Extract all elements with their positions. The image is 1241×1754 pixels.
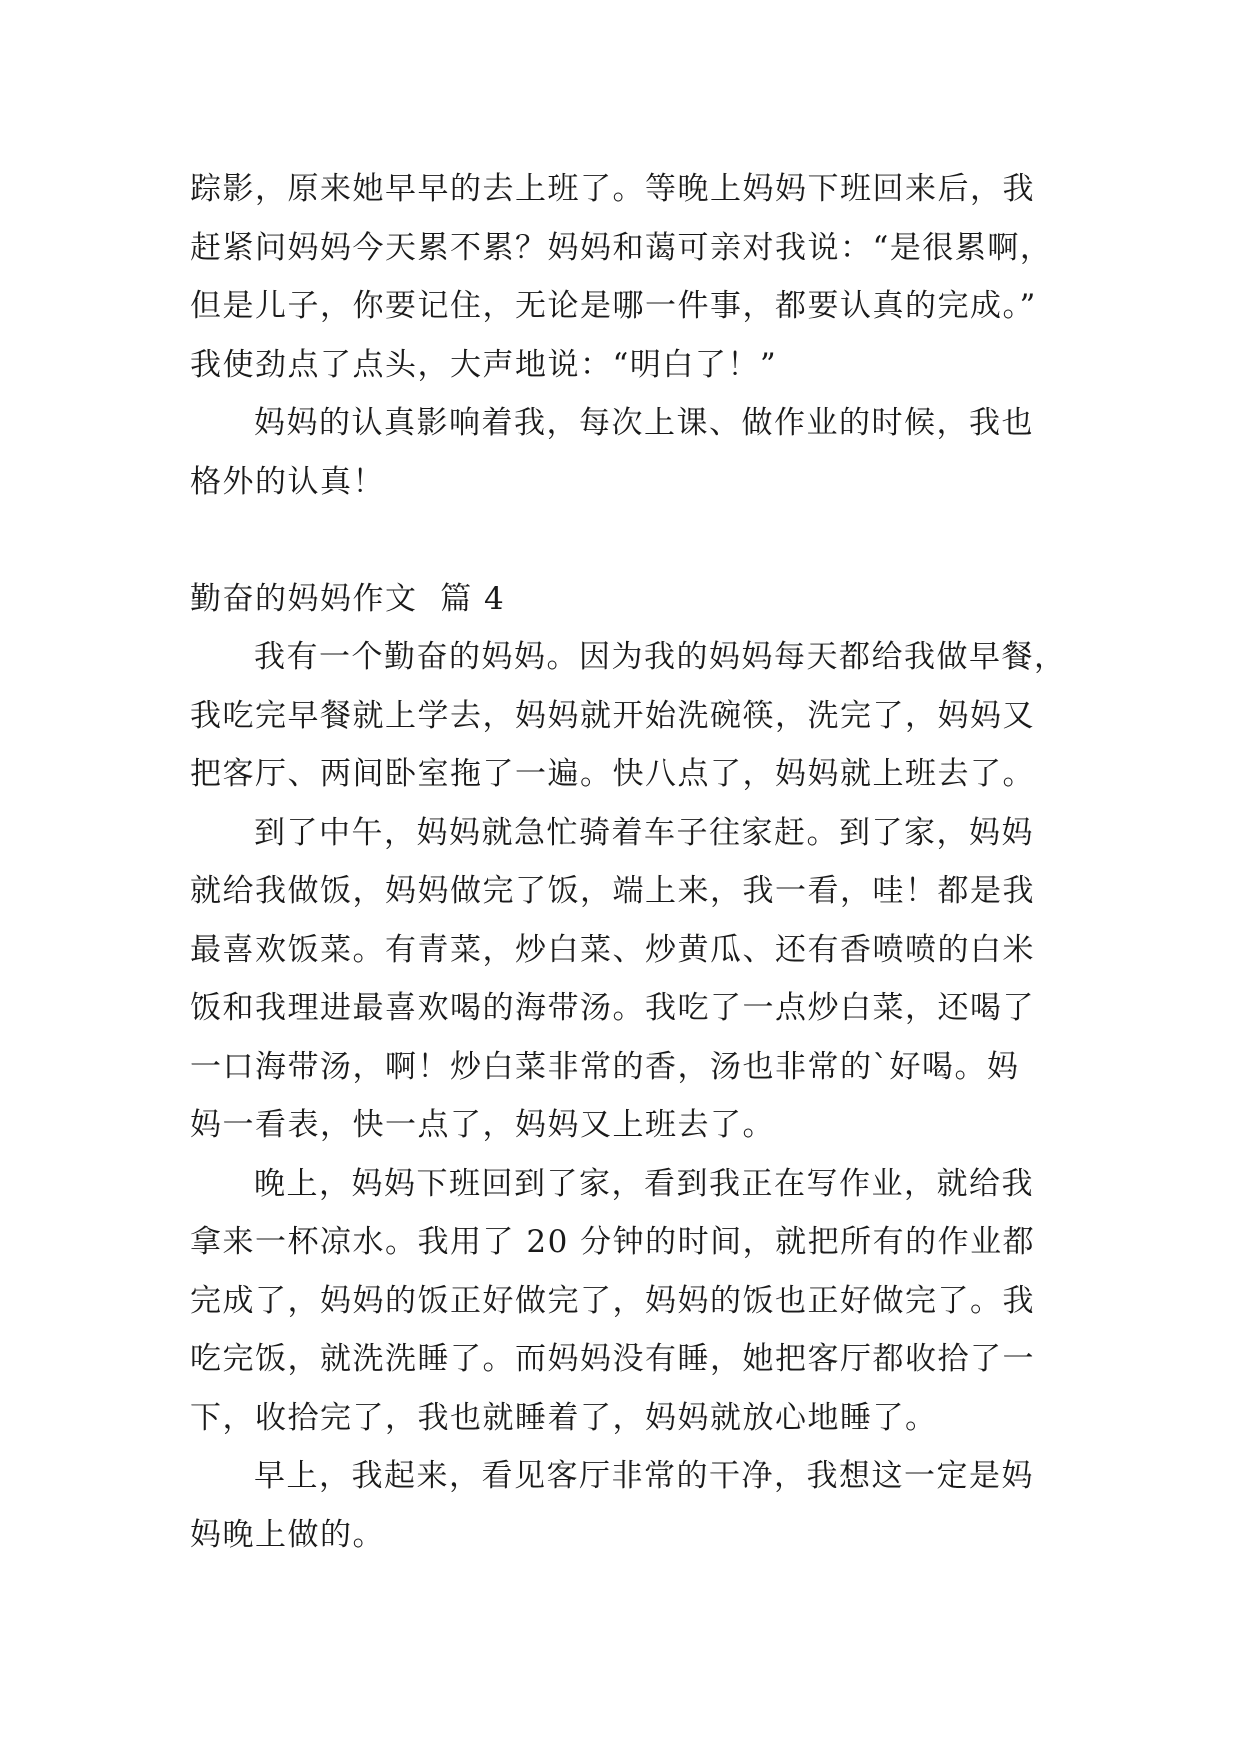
text-line: 到了中午，妈妈就急忙骑着车子往家赶。到了家，妈妈 <box>254 814 1034 851</box>
text-line: 完成了，妈妈的饭正好做完了，妈妈的饭也正好做完了。我 <box>190 1282 1035 1319</box>
text-line: 早上，我起来，看见客厅非常的干净，我想这一定是妈 <box>254 1458 1034 1494</box>
spacer <box>190 511 1070 570</box>
text-line: 我有一个勤奋的妈妈。因为我的妈妈每天都给我做早餐， <box>254 639 1067 675</box>
text-line: 下，收拾完了，我也就睡着了，妈妈就放心地睡了。 <box>190 1399 938 1436</box>
text-line: 一口海带汤，啊！炒白菜非常的香，汤也非常的`好喝。妈 <box>190 1048 1020 1085</box>
text-line: 妈晚上做的。 <box>190 1516 385 1553</box>
text-line: 踪影，原来她早早的去上班了。等晚上妈妈下班回来后，我 <box>190 171 1035 207</box>
text-line: 我吃完早餐就上学去，妈妈就开始洗碗筷，洗完了，妈妈又 <box>190 697 1035 734</box>
paragraph-5 <box>190 1155 1070 1448</box>
paragraph-2 <box>190 394 1070 511</box>
section-title: 勤奋的妈妈作文 篇 4 <box>190 580 506 617</box>
paragraph-1 <box>190 160 1070 394</box>
document-body <box>190 160 1070 1564</box>
text-line: 我使劲点了点头，大声地说：“明白了！” <box>190 346 778 383</box>
text-line: 吃完饭，就洗洗睡了。而妈妈没有睡，她把客厅都收拾了一 <box>190 1341 1035 1377</box>
text-line: 格外的认真！ <box>190 463 385 500</box>
text-line: 晚上，妈妈下班回到了家，看到我正在写作业，就给我 <box>254 1165 1034 1202</box>
text-line: 拿来一杯凉水。我用了 20 分钟的时间，就把所有的作业都 <box>190 1224 1036 1260</box>
text-line: 饭和我理进最喜欢喝的海带汤。我吃了一点炒白菜，还喝了 <box>190 990 1035 1026</box>
text-line: 就给我做饭，妈妈做完了饭，端上来，我一看，哇！都是我 <box>190 873 1035 909</box>
text-line: 妈一看表，快一点了，妈妈又上班去了。 <box>190 1107 775 1143</box>
text-line: 赶紧问妈妈今天累不累？妈妈和蔼可亲对我说：“是很累啊， <box>190 229 1053 266</box>
paragraph-3 <box>190 628 1070 804</box>
paragraph-4 <box>190 804 1070 1155</box>
text-line: 妈妈的认真影响着我，每次上课、做作业的时候，我也 <box>254 405 1034 441</box>
paragraph-6 <box>190 1447 1070 1564</box>
text-line: 把客厅、两间卧室拖了一遍。快八点了，妈妈就上班去了。 <box>190 756 1035 792</box>
text-line: 最喜欢饭菜。有青菜，炒白菜、炒黄瓜、还有香喷喷的白米 <box>190 931 1035 968</box>
text-line: 但是儿子，你要记住，无论是哪一件事，都要认真的完成。” <box>190 288 1037 324</box>
